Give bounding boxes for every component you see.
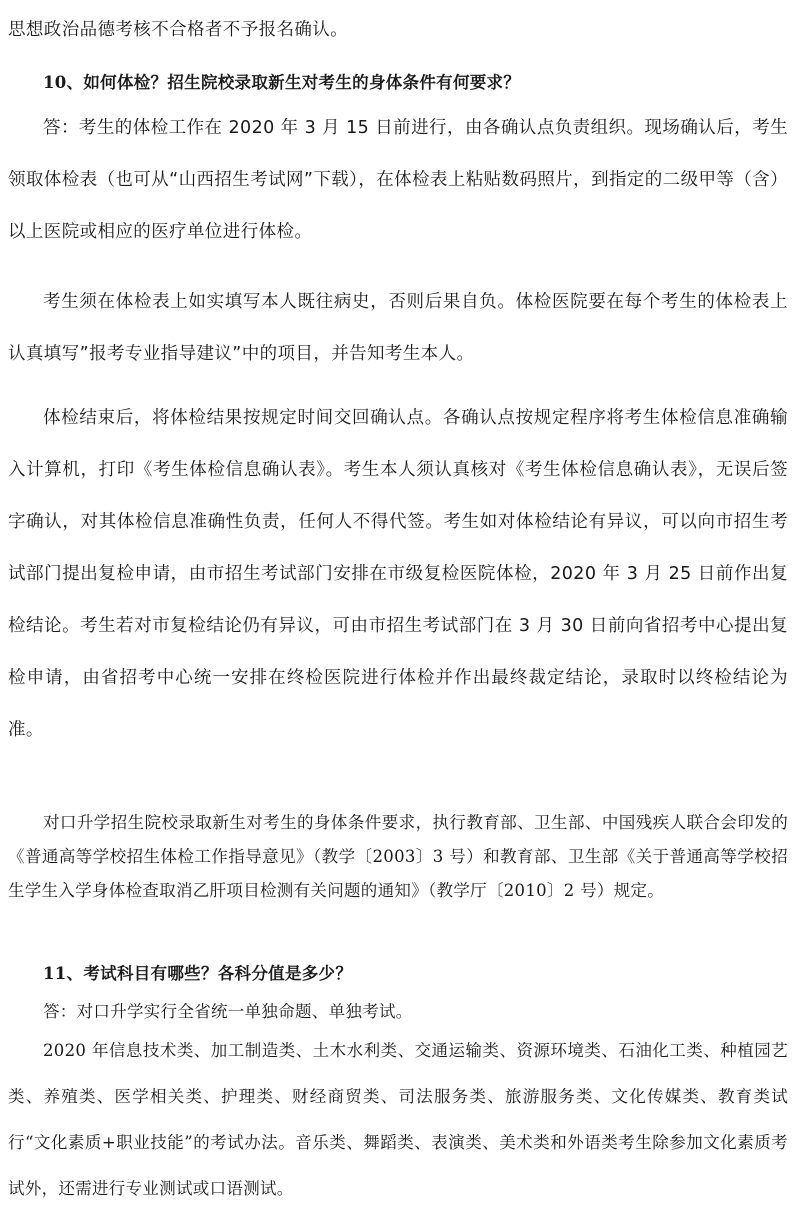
- answer-11-paragraph-1: 答：对口升学实行全省统一单独命题、单独考试。: [43, 1002, 413, 1021]
- paragraph-political-check: 思想政治品德考核不合格者不予报名确认。: [8, 20, 349, 40]
- answer-10-paragraph-4: 对口升学招生院校录取新生对考生的身体条件要求，执行教育部、卫生部、中国残疾人联合会印发的《普通高等学校招生体检工作指导意见》（教学〔2003〕3 号）和教育部、卫生部《关于普通高等学校招生学生入学身体检查取消乙肝项目检测有关问题的通知》（教学厅〔2010〕2 号）规定。: [8, 813, 788, 900]
- answer-10-paragraph-2: 考生须在体检表上如实填写本人既往病史，否则后果自负。体检医院要在每个考生的体检表上认真填写”报考专业指导建议”中的项目，并告知考生本人。: [8, 292, 788, 364]
- answer-11-paragraph-2: 2020 年信息技术类、加工制造类、土木水利类、交通运输类、资源环境类、石油化工类、种植园艺类、养殖类、医学相关类、护理类、财经商贸类、司法服务类、旅游服务类、文化传媒类、教育类试行“文化素质+职业技能”的考试办法。音乐类、舞蹈类、表演类、美术类和外语类考生除参加文化素质考试外，还需进行专业测试或口语测试。: [8, 1041, 788, 1198]
- question-11-heading: 11、考试科目有哪些？各科分值是多少？: [43, 964, 353, 983]
- answer-10-paragraph-1: 答：考生的体检工作在 2020 年 3 月 15 日前进行，由各确认点负责组织。现场确认后，考生领取体检表（也可从“山西招生考试网”下载），在体检表上粘贴数码照片，到指定的二级甲等（含）以上医院或相应的医疗单位进行体检。: [8, 118, 788, 242]
- question-10-heading: 10、如何体检？招生院校录取新生对考生的身体条件有何要求？: [43, 73, 521, 92]
- answer-10-paragraph-3: 体检结束后，将体检结果按规定时间交回确认点。各确认点按规定程序将考生体检信息准确输入计算机，打印《考生体检信息确认表》。考生本人须认真核对《考生体检信息确认表》，无误后签字确认，对其体检信息准确性负责，任何人不得代签。考生如对体检结论有异议，可以向市招生考试部门提出复检申请，由市招生考试部门安排在市级复检医院体检，2020 年 3 月 25 日前作出复检结论。考生若对市复检结论仍有异议，可由市招生考试部门在 3 月 30 日前向省招考中心提出复检申请，由省招考中心统一安排在终检医院进行体检并作出最终裁定结论，录取时以终检结论为准。: [8, 408, 788, 740]
